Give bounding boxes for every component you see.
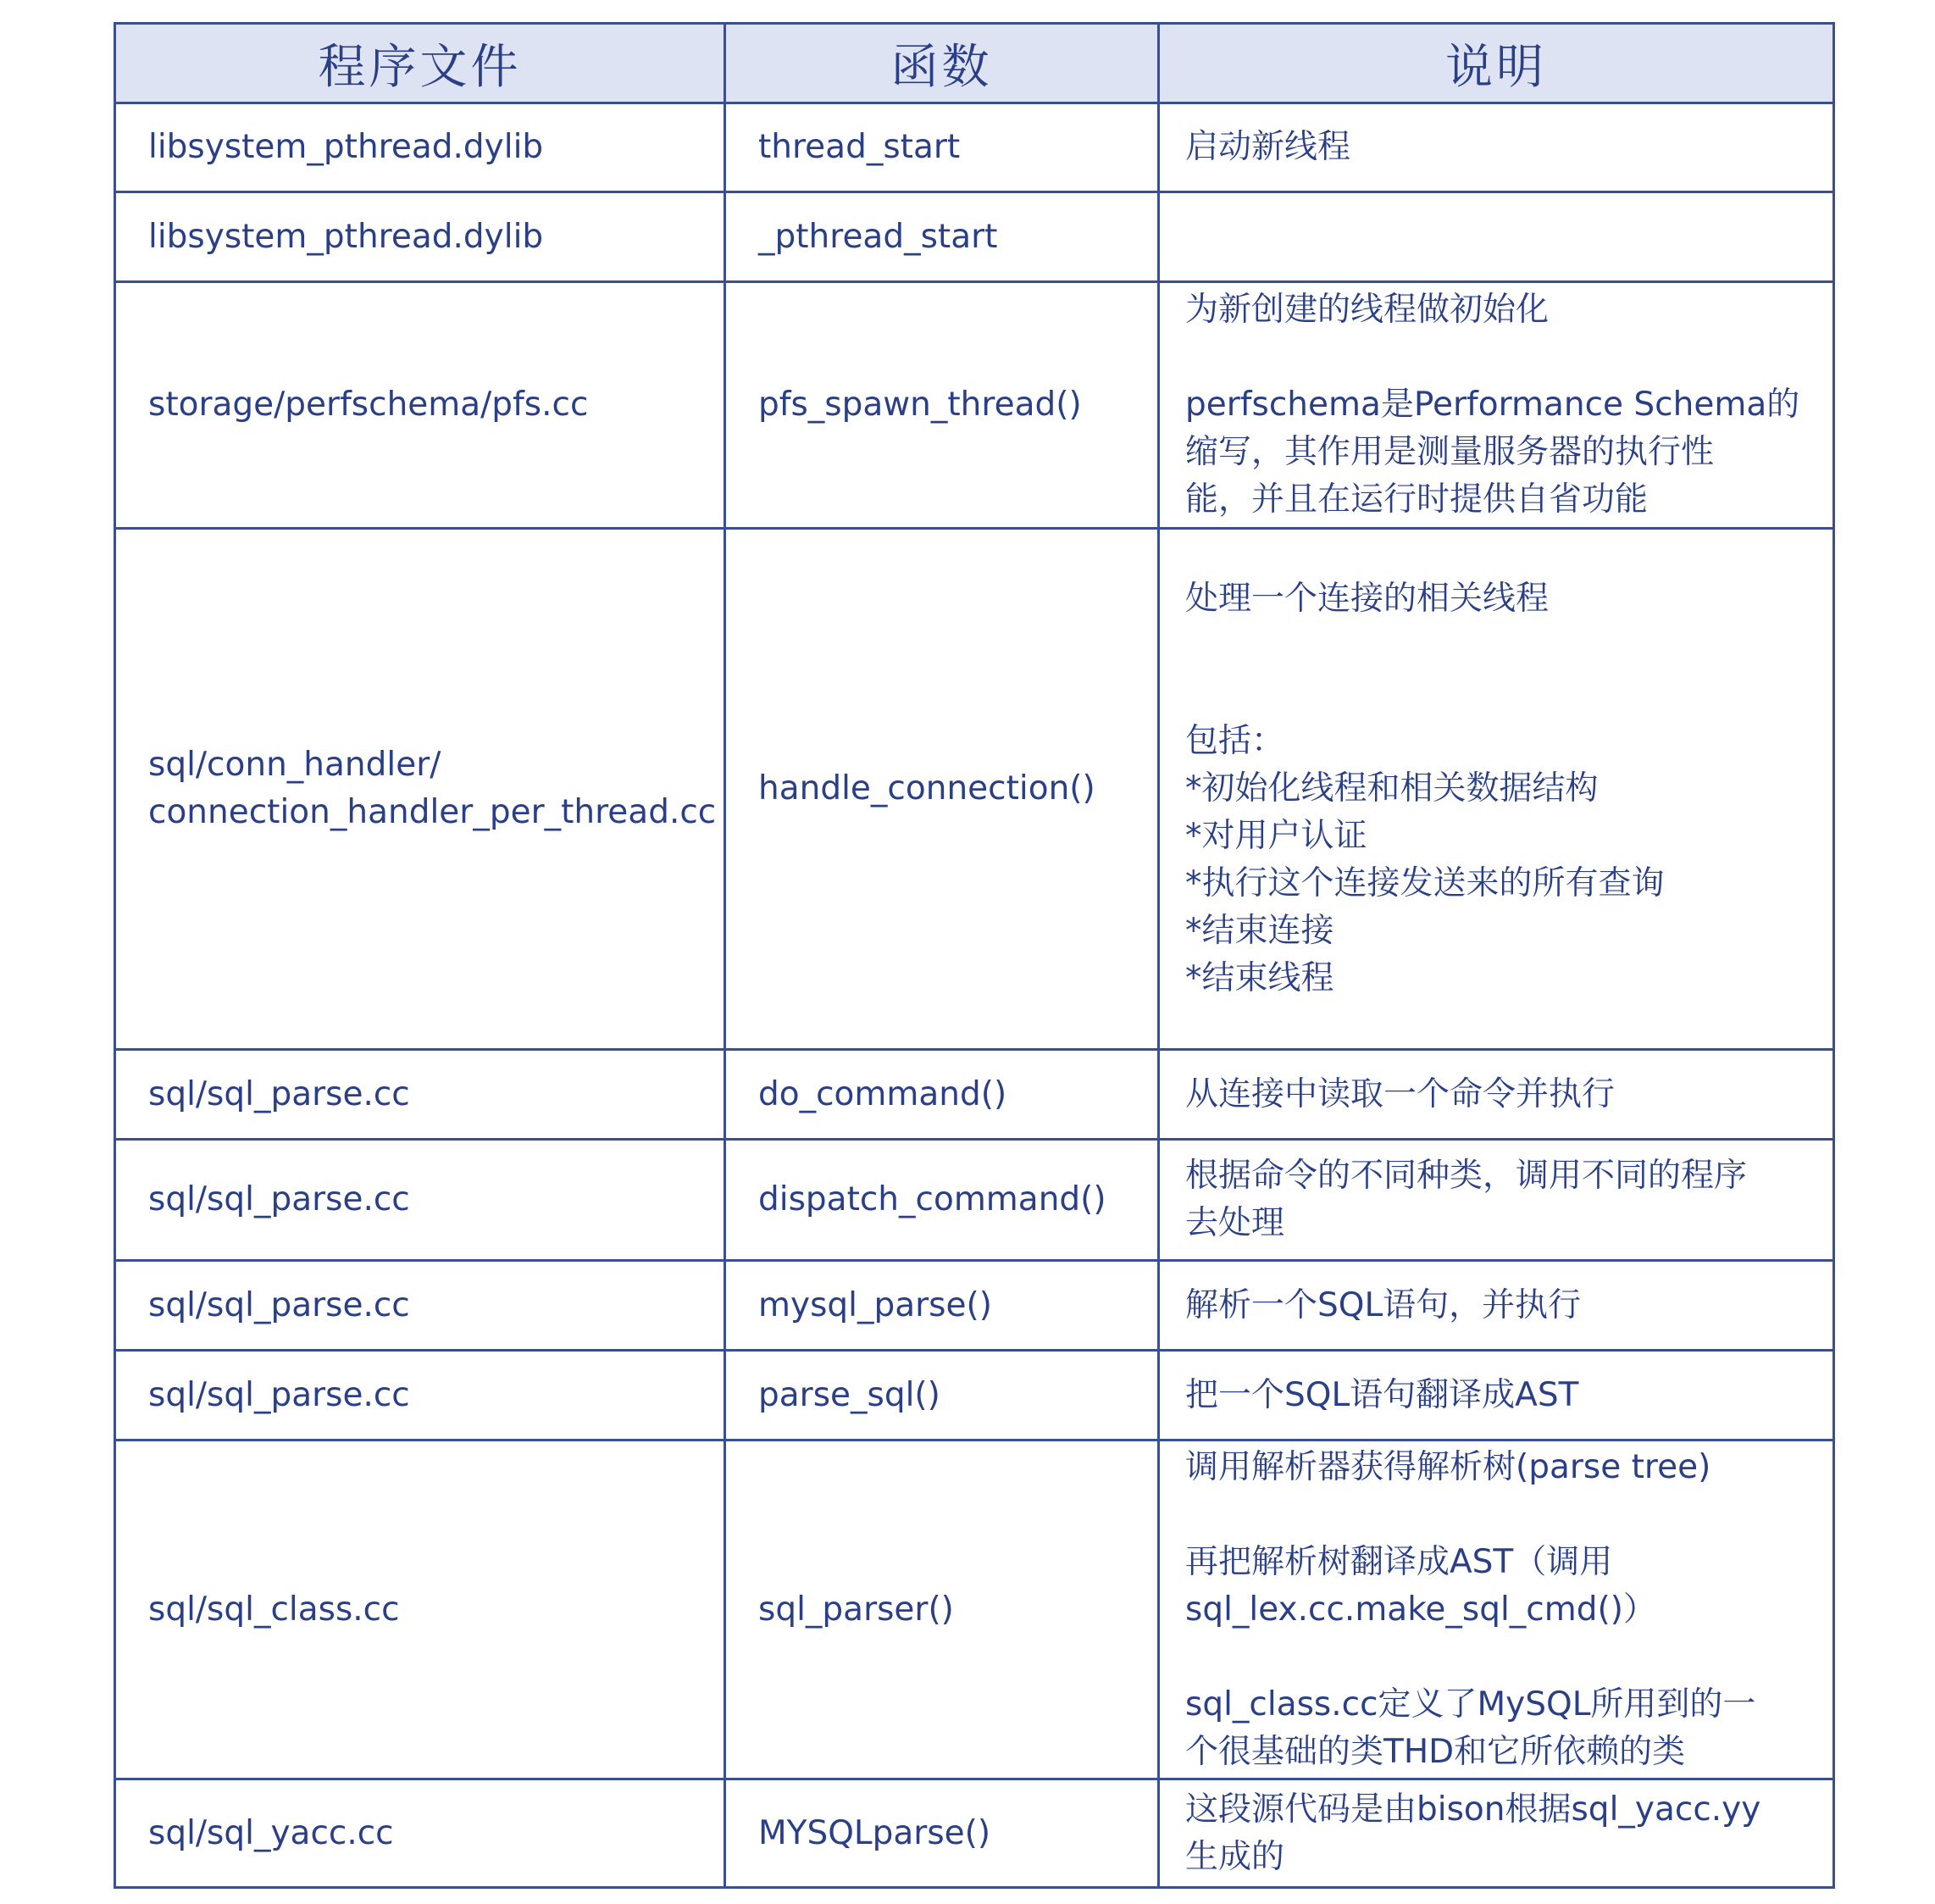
description-text: 把一个SQL语句翻译成AST (1185, 1375, 1579, 1414)
file-cell (115, 1261, 725, 1351)
file-text: sql/sql_parse.cc (148, 1180, 410, 1218)
function-text: MYSQLparse() (758, 1813, 991, 1852)
table-row (115, 192, 1834, 282)
description-cell (1159, 1351, 1834, 1440)
description-text: 解析一个SQL语句，并执行 (1185, 1285, 1582, 1324)
function-cell (725, 1351, 1159, 1440)
file-text: sql/sql_yacc.cc (148, 1813, 394, 1852)
function-cell (725, 1779, 1159, 1888)
function-cell (725, 529, 1159, 1050)
table-row (115, 529, 1834, 1050)
file-text: libsystem_pthread.dylib (148, 217, 544, 256)
file-text: sql/sql_parse.cc (148, 1074, 410, 1113)
description-cell (1159, 1140, 1834, 1261)
description-cell (1159, 1440, 1834, 1779)
function-text: thread_start (758, 128, 961, 166)
file-text: libsystem_pthread.dylib (148, 128, 544, 166)
description-text: 为新创建的线程做初始化 perfschema是Performance Schema的 缩写，其作用是测量服务器的执行性 能，并且在运行时提供自省功能 (1185, 291, 1800, 519)
description-cell (1159, 1261, 1834, 1351)
description-cell (1159, 103, 1834, 192)
function-text: do_command() (758, 1074, 1007, 1113)
header-row (115, 24, 1834, 103)
file-text: sql/sql_class.cc (148, 1590, 400, 1629)
description-cell (1159, 282, 1834, 529)
file-text: sql/sql_parse.cc (148, 1375, 410, 1414)
header-description: 说明 (1159, 24, 1834, 103)
header-function: 函数 (725, 24, 1159, 103)
header-file: 程序文件 (115, 24, 725, 103)
description-text: 启动新线程 (1185, 128, 1351, 166)
file-text: storage/perfschema/pfs.cc (148, 386, 589, 424)
file-text: sql/conn_handler/ connection_handler_per_thread.cc (148, 746, 717, 831)
function-cell (725, 1050, 1159, 1140)
function-cell (725, 192, 1159, 282)
function-text: mysql_parse() (758, 1285, 992, 1324)
file-cell (115, 1440, 725, 1779)
function-cell (725, 1140, 1159, 1261)
file-text: sql/sql_parse.cc (148, 1285, 410, 1324)
function-cell (725, 282, 1159, 529)
file-cell (115, 1779, 725, 1888)
function-table (114, 22, 1835, 1889)
file-cell (115, 1140, 725, 1261)
description-cell (1159, 192, 1834, 282)
file-cell (115, 282, 725, 529)
table-row (115, 1779, 1834, 1888)
table-row (115, 1351, 1834, 1440)
table-row (115, 1050, 1834, 1140)
function-cell (725, 103, 1159, 192)
file-cell (115, 1351, 725, 1440)
function-text: parse_sql() (758, 1375, 940, 1414)
file-cell (115, 1050, 725, 1140)
function-text: pfs_spawn_thread() (758, 386, 1082, 424)
table-row (115, 1140, 1834, 1261)
table-body (115, 103, 1834, 1888)
function-text: _pthread_start (758, 217, 998, 256)
function-text: dispatch_command() (758, 1180, 1106, 1218)
table-row (115, 1440, 1834, 1779)
function-text: handle_connection() (758, 769, 1095, 808)
table-row (115, 103, 1834, 192)
file-cell (115, 529, 725, 1050)
file-cell (115, 192, 725, 282)
table-row (115, 282, 1834, 529)
description-cell (1159, 1779, 1834, 1888)
function-text: sql_parser() (758, 1590, 954, 1629)
function-cell (725, 1440, 1159, 1779)
description-cell (1159, 1050, 1834, 1140)
function-cell (725, 1261, 1159, 1351)
description-text: 调用解析器获得解析树(parse tree) 再把解析树翻译成AST（调用 sql_lex.cc.make_sql_cmd()） sql_class.cc定义了MySQL所用到的一 个很基础的类THD和它所依赖的类 (1185, 1447, 1756, 1771)
description-cell (1159, 529, 1834, 1050)
description-text: 这段源代码是由bison根据sql_yacc.yy 生成的 (1185, 1790, 1761, 1876)
description-text: 从连接中读取一个命令并执行 (1185, 1074, 1616, 1113)
table-header (115, 24, 1834, 103)
description-text: 根据命令的不同种类，调用不同的程序 去处理 (1185, 1157, 1748, 1242)
description-text: 处理一个连接的相关线程 包括： *初始化线程和相关数据结构 *对用户认证 *执行这个连接发送来的所有查询 *结束连接 *结束线程 (1185, 580, 1665, 997)
file-cell (115, 103, 725, 192)
table-row (115, 1261, 1834, 1351)
